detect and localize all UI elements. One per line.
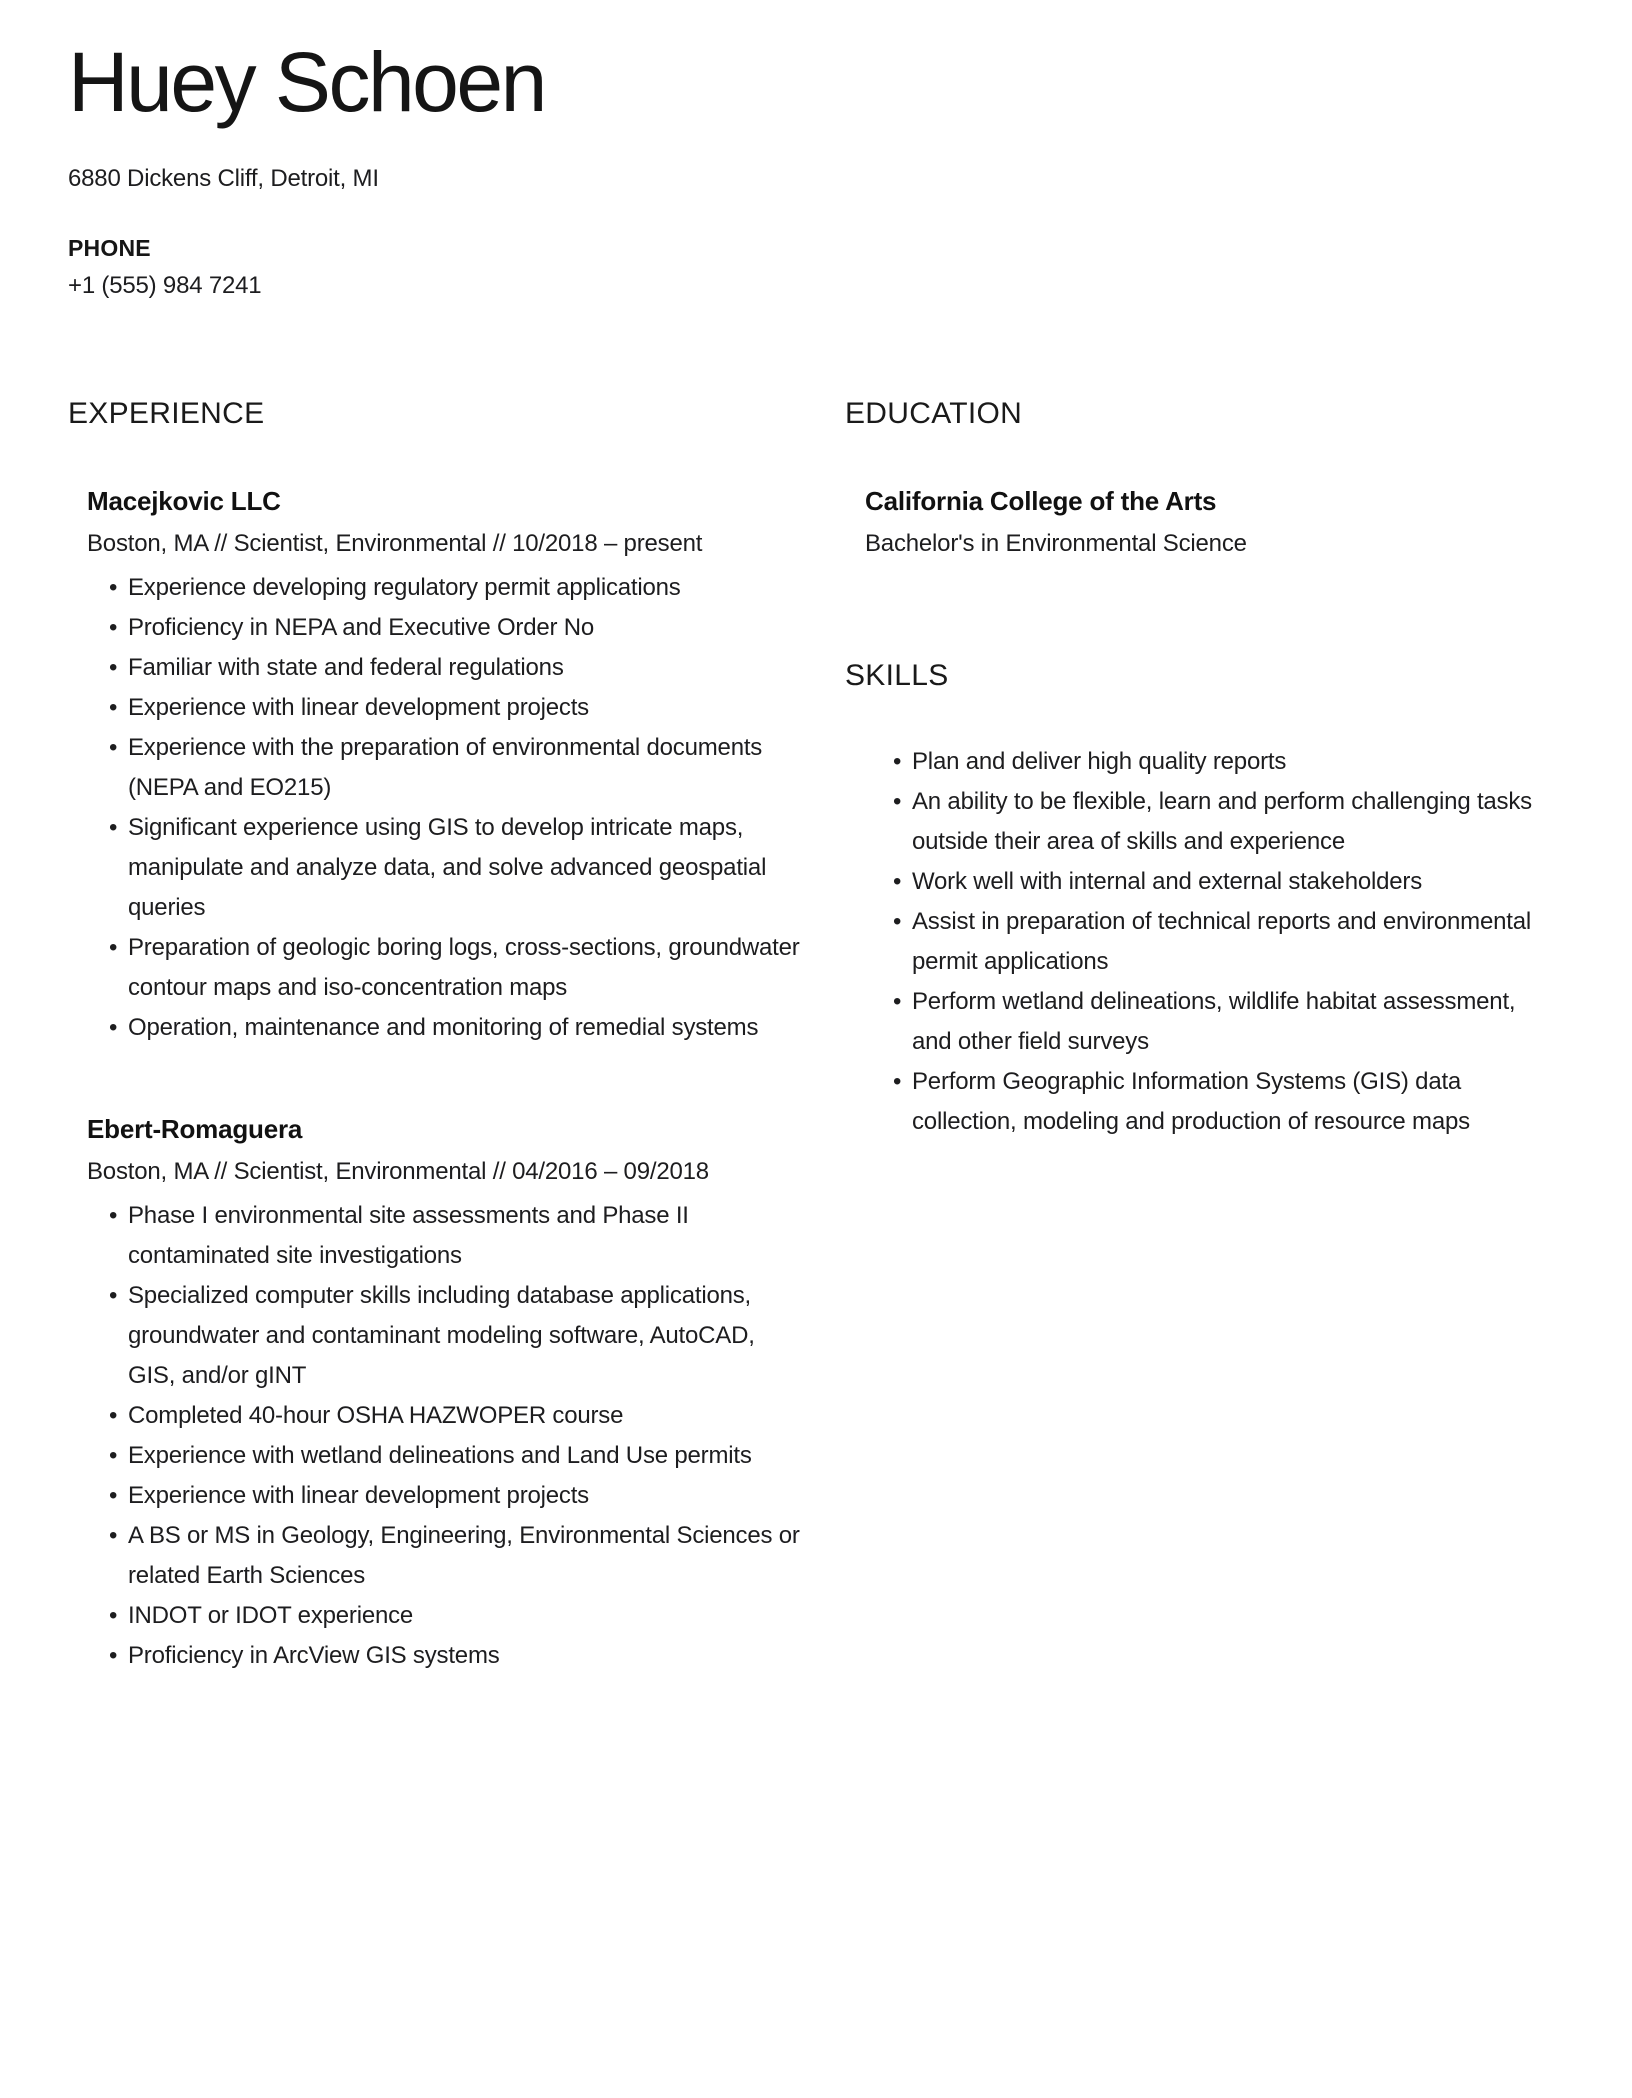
skill-bullet-item: • Assist in preparation of technical reports and environmental permit applications (912, 902, 1532, 982)
job-company: Ebert-Romaguera (87, 1114, 303, 1144)
job-bullet-item: • Experience with linear development projects (128, 688, 808, 728)
resume-columns (68, 396, 1572, 1676)
skills-heading: SKILLS (845, 659, 949, 692)
job-entry-ebert-romaguera (68, 1114, 808, 1676)
job-bullet-list (87, 1196, 808, 1676)
job-bullet-item: • Experience with linear development projects (128, 1476, 808, 1516)
address-line: 6880 Dickens Cliff, Detroit, MI (68, 165, 379, 192)
job-meta: Boston, MA // Scientist, Environmental // 10/2018 – present (87, 530, 703, 557)
education-degree: Bachelor's in Environmental Science (865, 530, 1247, 557)
phone-value: +1 (555) 984 7241 (68, 272, 262, 299)
education-school: California College of the Arts (865, 486, 1217, 516)
skill-bullet-item: • An ability to be flexible, learn and perform challenging tasks outside their area of skills and experience (912, 782, 1532, 862)
job-bullet-item: • Familiar with state and federal regulations (128, 648, 808, 688)
skill-bullet-item: • Plan and deliver high quality reports (912, 742, 1532, 782)
job-bullet-item: • Preparation of geologic boring logs, cross-sections, groundwater contour maps and iso-concentration maps (128, 928, 808, 1008)
right-column (845, 396, 1572, 1142)
skill-bullet-item: • Work well with internal and external stakeholders (912, 862, 1532, 902)
skills-bullet-list (845, 742, 1532, 1142)
experience-heading: EXPERIENCE (68, 397, 265, 430)
job-bullet-item: • A BS or MS in Geology, Engineering, Environmental Sciences or related Earth Sciences (128, 1516, 808, 1596)
job-bullet-item: • INDOT or IDOT experience (128, 1596, 808, 1636)
job-bullet-item: • Proficiency in ArcView GIS systems (128, 1636, 808, 1676)
phone-label: PHONE (68, 235, 151, 261)
education-entry (845, 486, 1572, 558)
experience-section (68, 396, 808, 1676)
job-bullet-item: • Experience developing regulatory permit applications (128, 568, 808, 608)
job-bullet-item: • Completed 40-hour OSHA HAZWOPER course (128, 1396, 808, 1436)
job-entry-macejkovic (68, 486, 808, 1048)
person-name: Huey Schoen (68, 35, 545, 129)
job-bullet-item: • Specialized computer skills including database applications, groundwater and contaminant modeling software, AutoCAD, GIS, and/or gINT (128, 1276, 808, 1396)
job-meta: Boston, MA // Scientist, Environmental // 04/2016 – 09/2018 (87, 1158, 709, 1185)
job-bullet-item: • Proficiency in NEPA and Executive Order No (128, 608, 808, 648)
job-company: Macejkovic LLC (87, 486, 281, 516)
skill-bullet-item: • Perform wetland delineations, wildlife habitat assessment, and other field surveys (912, 982, 1532, 1062)
job-bullet-item: • Operation, maintenance and monitoring of remedial systems (128, 1008, 808, 1048)
education-heading: EDUCATION (845, 397, 1023, 430)
job-bullet-item: • Phase I environmental site assessments and Phase II contaminated site investigations (128, 1196, 808, 1276)
resume-header (68, 30, 1572, 300)
skills-section (845, 658, 1572, 1142)
job-bullet-list (87, 568, 808, 1048)
job-bullet-item: • Experience with the preparation of environmental documents (NEPA and EO215) (128, 728, 808, 808)
education-section (845, 396, 1572, 558)
skill-bullet-item: • Perform Geographic Information Systems (GIS) data collection, modeling and production of resource maps (912, 1062, 1532, 1142)
job-bullet-item: • Significant experience using GIS to develop intricate maps, manipulate and analyze data, and solve advanced geospatial queries (128, 808, 808, 928)
job-bullet-item: • Experience with wetland delineations and Land Use permits (128, 1436, 808, 1476)
